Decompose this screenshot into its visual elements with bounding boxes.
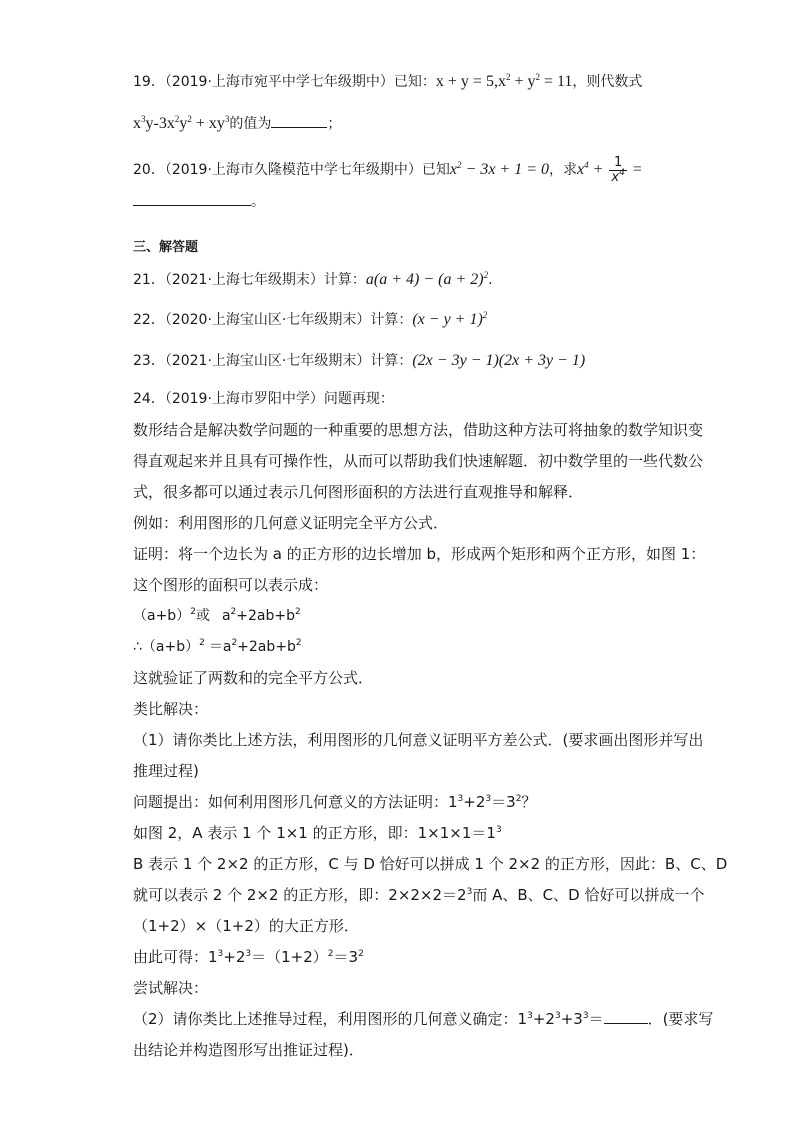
q24-p18-sup1: 3 — [217, 949, 224, 959]
q24-f1-sup: 2 — [190, 607, 196, 617]
question-22 — [133, 310, 487, 330]
q24-f1-sup2: 2 — [230, 607, 237, 617]
q24-f1-sup3: 2 — [295, 607, 301, 617]
q24-paragraph-4: 例如：利用图形的几何意义证明完全平方公式． — [133, 514, 449, 532]
q24-paragraph-15: B 表示 1 个 2×2 的正方形，C 与 D 恰好可以拼成 1 个 2×2 的正方形，因此：B、C、D — [133, 855, 728, 873]
q24-p13-c: ＝3 — [491, 793, 516, 811]
q21-expression: $a(a + 4) - (a + 2)^2$ — [365, 270, 489, 288]
q20-fraction — [609, 156, 626, 185]
section-heading: 三、解答题 — [133, 240, 199, 255]
q22-expression: $(x - y + 1)^2$ — [412, 310, 488, 328]
q24-p16-sup: 3 — [466, 887, 473, 897]
q24-p13-sup2: 3 — [485, 794, 492, 804]
q24-p13-b: +2 — [463, 793, 486, 811]
question-23 — [133, 351, 585, 371]
question-24-lead: 24．（2019·上海市罗阳中学）问题再现： — [133, 391, 394, 407]
question-19-line-2 — [133, 114, 341, 134]
q24-p13-sup3: 2 — [515, 794, 522, 804]
q24-p18-d: ＝3 — [333, 948, 359, 966]
q19-end: ； — [327, 116, 342, 132]
q24-paragraph-11: （1）请你类比上述方法，利用图形的几何意义证明平方差公式．(要求画出图形并写出 — [133, 731, 704, 749]
q20-mid: ，求 — [549, 162, 578, 178]
question-20-line-2 — [133, 192, 265, 212]
q24-f2-sup: 2 — [199, 638, 205, 648]
question-21 — [133, 270, 493, 290]
q24-p18-a: 由此可得：1 — [133, 948, 218, 966]
q24-paragraph-20 — [133, 1009, 713, 1029]
q24-paragraph-6: 这个图形的面积可以表示成： — [133, 576, 329, 594]
q24-p20-b: +2 — [532, 1010, 555, 1028]
q19-tail: ，则代数式 — [572, 74, 643, 90]
q19-expression: $x^3y-3x^2y^2 + xy^3$ — [133, 114, 230, 132]
q24-paragraph-18 — [133, 947, 364, 967]
q24-p16-a: 就可以表示 2 个 2×2 的正方形，即：2×2×2＝2 — [133, 886, 467, 904]
q24-f1-a: （a+b） — [133, 608, 191, 624]
question-19-line-1 — [133, 72, 642, 92]
q24-formula-line — [133, 606, 301, 626]
q20-answer-blank[interactable] — [133, 193, 251, 206]
q20-fraction-denominator: $x^4$ — [611, 167, 625, 185]
q24-paragraph-2: 得直观起来并且具有可操作性，从而可以帮助我们快速解题．初中数学里的一些代数公 — [133, 452, 704, 470]
q19-line2-tail: 的值为 — [229, 116, 272, 132]
q21-lead: 21．（2021·上海七年级期末）计算： — [133, 272, 366, 288]
q24-therefore-line — [133, 637, 302, 657]
q24-paragraph-16 — [133, 885, 704, 905]
q24-p18-c: ＝（1+2） — [251, 948, 328, 966]
q24-p20-e: ．(要求写 — [647, 1010, 714, 1028]
q20-end: 。 — [251, 194, 265, 210]
q22-lead: 22．（2020·上海宝山区·七年级期末）计算： — [133, 312, 413, 328]
q24-p13-a: 问题提出：如何利用图形几何意义的方法证明：1 — [133, 793, 458, 811]
q24-f1-or: 或 — [195, 608, 210, 624]
q19-lead: 19．（2019·上海市宛平中学七年级期中）已知： — [133, 74, 436, 90]
q24-f2-sup2: 2 — [231, 638, 238, 648]
q24-p14-sup: 3 — [495, 825, 502, 835]
q24-f1-c: a — [221, 608, 231, 624]
q24-paragraph-3: 式，很多都可以通过表示几何图形面积的方法进行直观推导和解释． — [133, 483, 584, 501]
q23-expression: (2x − 3y − 1)(2x + 3y − 1) — [412, 352, 586, 369]
q24-paragraph-17: （1+2）×（1+2）的大正方形． — [133, 917, 359, 935]
q24-f1-d: +2ab+b — [236, 608, 295, 624]
q24-f2-sup3: 2 — [295, 638, 302, 648]
q20-lead: 20．（2019·上海市久隆模范中学七年级期中）已知 — [133, 162, 450, 178]
q24-p18-b: +2 — [223, 948, 246, 966]
q24-paragraph-19: 尝试解决： — [133, 979, 209, 997]
q19-answer-blank[interactable] — [271, 115, 327, 128]
q20-fraction-numerator: 1 — [609, 156, 626, 171]
q24-p20-sup1: 3 — [527, 1011, 533, 1021]
q24-p18-sup4: 2 — [358, 949, 364, 959]
q20-condition: $x^2 - 3x + 1 = 0$ — [449, 160, 550, 178]
q24-p20-a: （2）请你类比上述推导过程，利用图形的几何意义确定：1 — [133, 1010, 528, 1028]
q24-p13-sup1: 3 — [457, 794, 464, 804]
q23-lead: 23．（2021·上海宝山区·七年级期末）计算： — [133, 353, 413, 369]
q24-paragraph-21: 出结论并构造图形写出推证过程)． — [133, 1041, 364, 1059]
q24-p20-d: ＝ — [588, 1010, 604, 1028]
q24-p20-c: +3 — [560, 1010, 583, 1028]
q24-paragraph-13 — [133, 792, 536, 812]
q24-answer-blank[interactable] — [604, 1011, 648, 1024]
question-20-line-1: 20．（2019·上海市久隆模范中学七年级期中）已知$x^2 - 3x + 1 = 0$，求$x^4$ + $\frac{1}{x^4}$ = — [133, 154, 642, 185]
q24-paragraph-1: 数形结合是解决数学问题的一种重要的思想方法，借助这种方法可将抽象的数学知识变 — [133, 421, 704, 439]
q24-p16-b: 而 A、B、C、D 恰好可以拼成一个 — [472, 886, 705, 904]
q24-p18-sup2: 3 — [245, 949, 252, 959]
q24-f2-b: ＝a — [208, 639, 232, 655]
q24-p18-sup3: 2 — [327, 949, 334, 959]
q24-p20-sup3: 3 — [582, 1011, 589, 1021]
q24-paragraph-10: 类比解决： — [133, 700, 209, 718]
q19-condition: $x + y = 5,x^2 + y^2 = 11$ — [435, 72, 573, 90]
q24-paragraph-5: 证明：将一个边长为 a 的正方形的边长增加 b，形成两个矩形和两个正方形，如图 1： — [133, 545, 706, 563]
q24-p14-a: 如图 2，A 表示 1 个 1×1 的正方形，即：1×1×1＝1 — [133, 824, 496, 842]
q24-paragraph-14 — [133, 823, 502, 843]
q24-f2-a: ∴（a+b） — [133, 639, 200, 655]
q20-expression: $x^4$ + — [577, 160, 608, 178]
q24-f2-c: +2ab+b — [237, 639, 296, 655]
q21-end: . — [488, 272, 493, 288]
q24-p20-sup2: 3 — [554, 1011, 561, 1021]
q24-paragraph-9: 这就验证了两数和的完全平方公式． — [133, 669, 374, 687]
q24-p13-d: ？ — [521, 793, 537, 811]
q24-paragraph-12: 推理过程) — [133, 762, 199, 780]
